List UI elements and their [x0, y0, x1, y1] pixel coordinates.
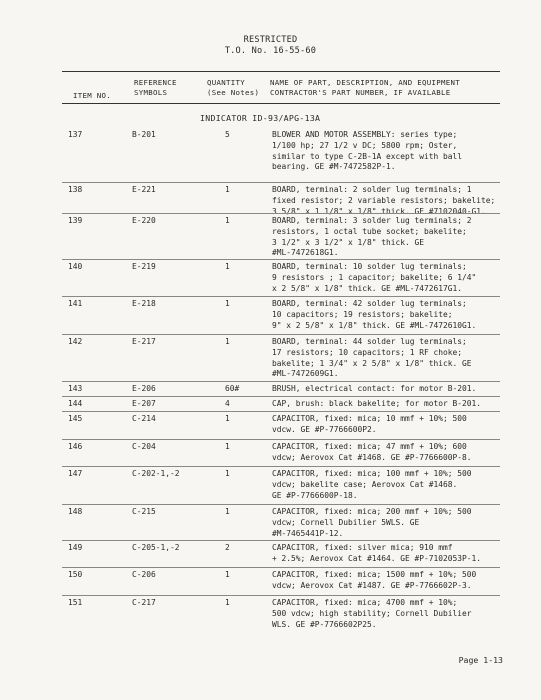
item-number: 147 [68, 469, 83, 478]
col-header-reference-symbols: REFERENCE SYMBOLS [134, 78, 177, 97]
description-line: WLS. GE #P-7766602P25. [272, 619, 377, 629]
description-line: + 2.5%; Aerovox Cat #1464. GE #P-7102053P-1. [272, 553, 482, 563]
row-divider [62, 296, 500, 297]
part-description [272, 507, 472, 539]
description-line: CAP, brush: black bakelite; for motor B-201. [272, 399, 482, 408]
quantity: 1 [225, 442, 230, 451]
description-line: 3 1/2" x 3 1/2" x 1/8" thick. GE [272, 237, 425, 247]
item-number: 151 [68, 598, 83, 607]
part-description [272, 399, 481, 410]
description-line: vdcw; Aerovox Cat #1468. GE #P-7766600P-8. [272, 452, 472, 462]
row-divider [62, 334, 500, 335]
col-header-item-no: ITEM NO. [73, 91, 111, 100]
reference-symbol: E-217 [132, 337, 156, 346]
col-header-description: NAME OF PART, DESCRIPTION, AND EQUIPMENT CONTRACTOR'S PART NUMBER, IF AVAILABLE [270, 78, 460, 97]
part-description [272, 570, 476, 592]
item-number: 145 [68, 414, 83, 423]
quantity: 1 [225, 598, 230, 607]
description-line: GE #P-7766600P-18. [272, 490, 358, 500]
part-description [272, 262, 476, 294]
item-number: 146 [68, 442, 83, 451]
reference-symbol: E-219 [132, 262, 156, 271]
description-line: BLOWER AND MOTOR ASSEMBLY: series type; [272, 130, 458, 139]
item-number: 144 [68, 399, 83, 408]
quantity: 60# [225, 384, 240, 393]
item-number: 148 [68, 507, 83, 516]
row-divider [62, 567, 500, 568]
item-number: 150 [68, 570, 83, 579]
quantity: 1 [225, 414, 230, 423]
part-description [272, 130, 462, 173]
part-description [272, 414, 467, 436]
part-description [272, 384, 476, 395]
quantity: 1 [225, 337, 230, 346]
reference-symbol: C-214 [132, 414, 156, 423]
description-line: CAPACITOR, fixed: mica; 200 mmf + 10%; 500 [272, 507, 472, 516]
description-line: 500 vdcw; high stability; Cornell Dubilier [272, 608, 472, 618]
reference-symbol: C-202-1,-2 [132, 469, 180, 478]
description-line: vdcw; bakelite case; Aerovox Cat #1468. [272, 479, 458, 489]
quantity: 1 [225, 299, 230, 308]
quantity: 1 [225, 216, 230, 225]
part-description [272, 337, 472, 380]
reference-symbol: C-204 [132, 442, 156, 451]
reference-symbol: C-206 [132, 570, 156, 579]
description-line: vdcw. GE #P-7766600P2. [272, 424, 377, 434]
description-line: #M-7465441P-12. [272, 528, 344, 538]
reference-symbol: C-217 [132, 598, 156, 607]
description-line: x 2 5/8" x 1/8" thick. GE #ML-7472617G1. [272, 283, 463, 293]
description-line: 10 capacitors; 19 resistors; bakelite; [272, 309, 453, 319]
quantity: 1 [225, 570, 230, 579]
quantity: 2 [225, 543, 230, 552]
description-line: vdcw; Aerovox Cat #1487. GE #P-7766602P-3. [272, 580, 472, 590]
section-title: INDICATOR ID-93/APG-13A [200, 113, 321, 123]
description-line: 9" x 2 5/8" x 1/8" thick. GE #ML-7472610G1. [272, 320, 477, 330]
part-description [272, 299, 476, 331]
row-divider [62, 411, 500, 412]
description-line: CAPACITOR, fixed: mica; 47 mmf + 10%; 600 [272, 442, 467, 451]
description-line: CAPACITOR, fixed: mica; 4700 mmf + 10%; [272, 598, 458, 607]
description-line: #ML-7472618G1. [272, 248, 339, 258]
row-divider [62, 396, 500, 397]
description-line: BOARD, terminal: 3 solder lug terminals; 2 [272, 216, 472, 225]
description-line: resistors, 1 octal tube socket; bakelite; [272, 226, 467, 236]
description-line: 3 5/8" x 1 1/8" x 1/8" thick. GE #7102040-G1. [272, 206, 486, 216]
description-line: vdcw; Cornell Dubilier 5WLS. GE [272, 517, 420, 527]
quantity: 1 [225, 185, 230, 194]
quantity: 5 [225, 130, 230, 139]
reference-symbol: C-215 [132, 507, 156, 516]
description-line: similar to type C-2B-1A except with ball [272, 151, 463, 161]
description-line: CAPACITOR, fixed: mica; 100 mmf + 10%; 500 [272, 469, 472, 478]
reference-symbol: E-206 [132, 384, 156, 393]
item-number: 138 [68, 185, 83, 194]
description-line: CAPACITOR, fixed: mica; 10 mmf + 10%; 500 [272, 414, 467, 423]
description-line: 1/100 hp; 27 1/2 v DC; 5800 rpm; Oster, [272, 140, 458, 150]
row-divider [62, 381, 500, 382]
part-description [272, 598, 472, 630]
item-number: 141 [68, 299, 83, 308]
row-divider [62, 259, 500, 260]
item-number: 142 [68, 337, 83, 346]
description-line: BRUSH, electrical contact: for motor B-201. [272, 384, 477, 393]
classification-header: RESTRICTED [243, 35, 298, 45]
description-line: BOARD, terminal: 44 solder lug terminals; [272, 337, 467, 346]
description-line: fixed resistor; 2 variable resistors; bakelite; [272, 195, 496, 205]
quantity: 4 [225, 399, 230, 408]
description-line: BOARD, terminal: 10 solder lug terminals; [272, 262, 467, 271]
row-divider [62, 439, 500, 440]
quantity: 1 [225, 262, 230, 271]
reference-symbol: E-220 [132, 216, 156, 225]
part-description [272, 216, 472, 259]
reference-symbol: B-201 [132, 130, 156, 139]
description-line: #ML-7472609G1. [272, 369, 339, 379]
description-line: CAPACITOR, fixed: mica; 1500 mmf + 10%; 500 [272, 570, 477, 579]
part-description [272, 469, 472, 501]
quantity: 1 [225, 507, 230, 516]
table-header-rule [62, 103, 500, 104]
row-divider [62, 182, 500, 183]
item-number: 137 [68, 130, 83, 139]
item-number: 140 [68, 262, 83, 271]
to-number: T.O. No. 16-55-60 [224, 46, 317, 56]
description-line: BOARD, terminal: 42 solder lug terminals; [272, 299, 467, 308]
reference-symbol: E-218 [132, 299, 156, 308]
reference-symbol: E-221 [132, 185, 156, 194]
part-description [272, 543, 481, 565]
page-number: Page 1-13 [458, 655, 503, 665]
row-divider [62, 213, 500, 214]
description-line: BOARD, terminal: 2 solder lug terminals; 1 [272, 185, 472, 194]
quantity: 1 [225, 469, 230, 478]
description-line: CAPACITOR, fixed: silver mica; 910 mmf [272, 543, 453, 552]
row-divider [62, 504, 500, 505]
row-divider [62, 466, 500, 467]
description-line: bakelite; 1 3/4" x 2 5/8" x 1/8" thick. GE [272, 358, 472, 368]
item-number: 143 [68, 384, 83, 393]
item-number: 139 [68, 216, 83, 225]
description-line: bearing. GE #M-7472582P-1. [272, 162, 396, 172]
row-divider [62, 595, 500, 596]
row-divider [62, 540, 500, 541]
description-line: 9 resistors ; 1 capacitor; bakelite; 6 1/4" [272, 272, 477, 282]
part-description [272, 442, 472, 464]
reference-symbol: E-207 [132, 399, 156, 408]
reference-symbol: C-205-1,-2 [132, 543, 180, 552]
col-header-quantity: QUANTITY (See Notes) [207, 78, 260, 97]
table-top-rule [62, 71, 500, 72]
item-number: 149 [68, 543, 83, 552]
description-line: 17 resistors; 10 capacitors; 1 RF choke; [272, 347, 463, 357]
